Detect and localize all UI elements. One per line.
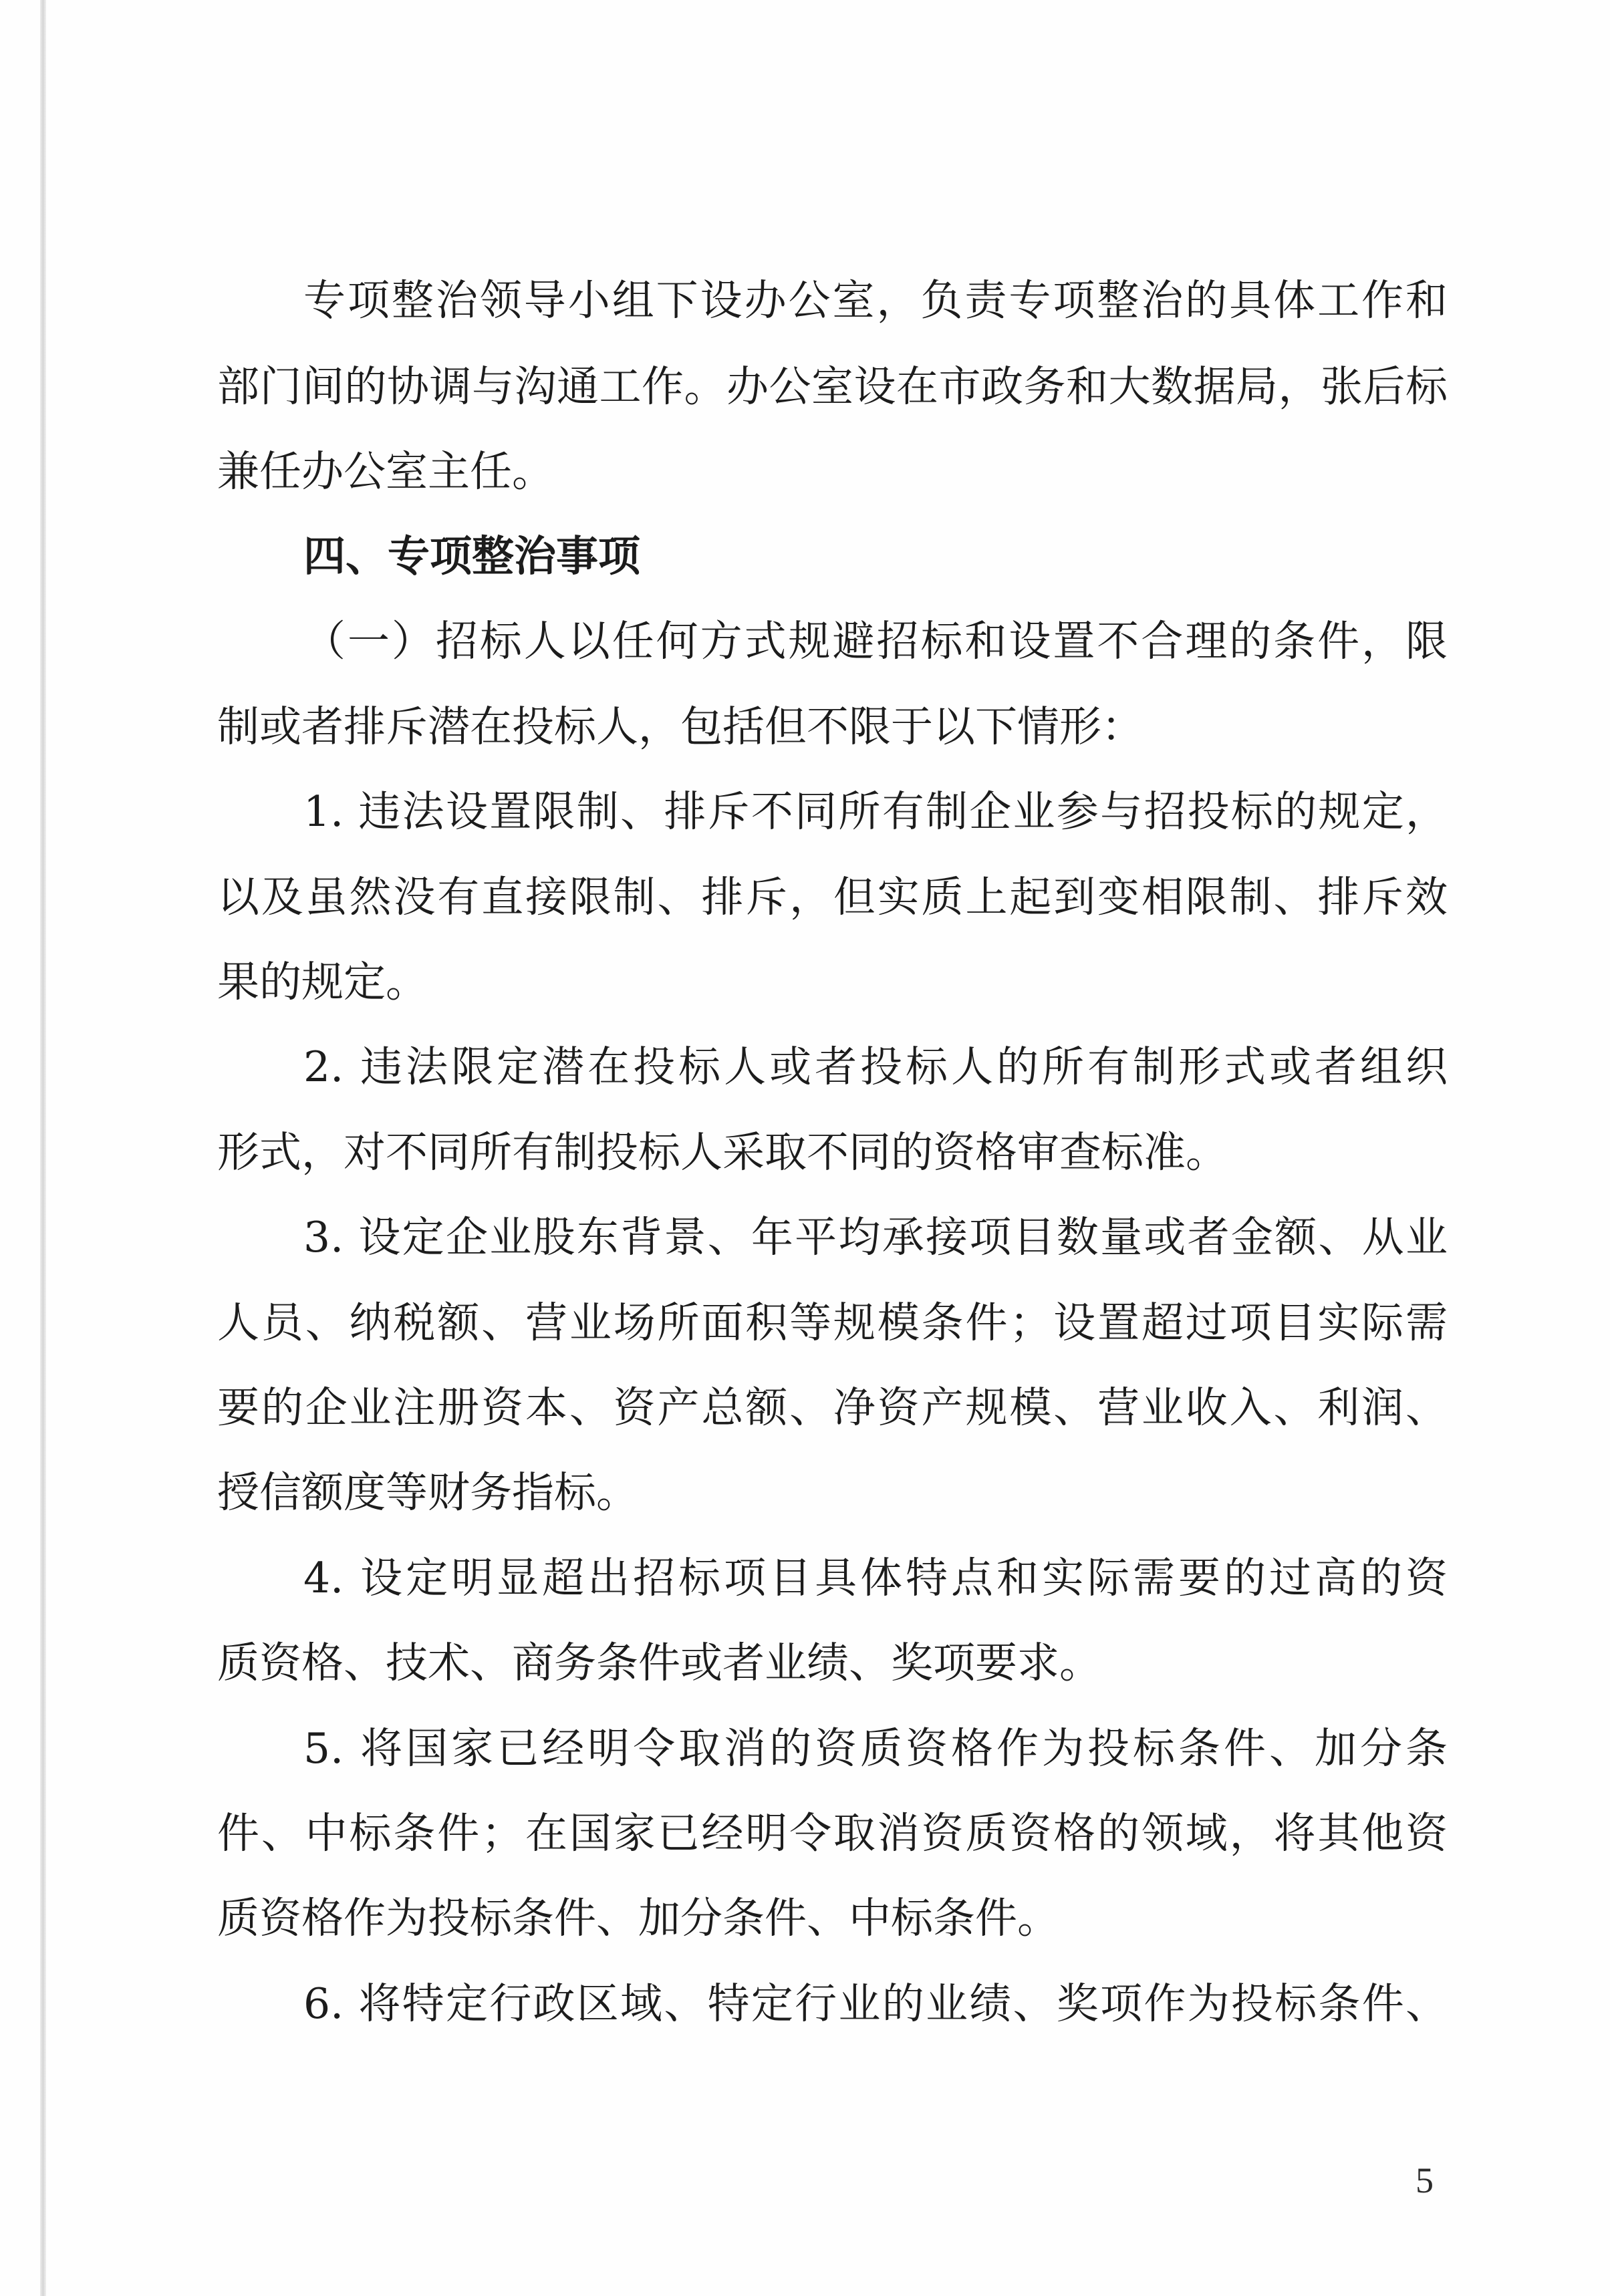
para-1-line-2: 以及虽然没有直接限制、排斥，但实质上起到变相限制、排斥效 (217, 873, 1448, 921)
para-office-line-1: 专项整治领导小组下设办公室，负责专项整治的具体工作和 (303, 276, 1448, 325)
para-3-line-4: 授信额度等财务指标。 (217, 1468, 638, 1517)
para-office-line-2: 部门间的协调与沟通工作。办公室设在市政务和大数据局，张后标 (217, 362, 1448, 411)
para-4-line-2: 质资格、技术、商务条件或者业绩、奖项要求。 (217, 1638, 1101, 1687)
para-3-line-2: 人员、纳税额、营业场所面积等规模条件；设置超过项目实际需 (217, 1298, 1448, 1347)
page-number: 5 (1416, 2160, 1434, 2200)
para-3-line-3: 要的企业注册资本、资产总额、净资产规模、营业收入、利润、 (217, 1383, 1448, 1432)
para-4-line-1: 4. 设定明显超出招标项目具体特点和实际需要的过高的资 (303, 1554, 1448, 1602)
para-6-line-1: 6. 将特定行政区域、特定行业的业绩、奖项作为投标条件、 (303, 1979, 1448, 2028)
para-office-line-3: 兼任办公室主任。 (217, 447, 554, 496)
section-heading: 四、专项整治事项 (303, 532, 640, 581)
para-2-line-1: 2. 违法限定潜在投标人或者投标人的所有制形式或者组织 (303, 1042, 1448, 1091)
para-2-line-2: 形式，对不同所有制投标人采取不同的资格审查标准。 (217, 1128, 1228, 1177)
para-item-1-line-1: （一）招标人以任何方式规避招标和设置不合理的条件，限 (303, 617, 1448, 666)
para-1-line-1: 1. 违法设置限制、排斥不同所有制企业参与招投标的规定， (303, 787, 1448, 836)
para-item-1-line-2: 制或者排斥潜在投标人，包括但不限于以下情形： (217, 702, 1144, 751)
para-5-line-1: 5. 将国家已经明令取消的资质资格作为投标条件、加分条 (303, 1724, 1448, 1773)
para-3-line-1: 3. 设定企业股东背景、年平均承接项目数量或者金额、从业 (303, 1213, 1448, 1262)
scan-binding-edge (40, 0, 46, 2296)
para-1-line-3: 果的规定。 (217, 958, 428, 1006)
para-5-line-2: 件、中标条件；在国家已经明令取消资质资格的领域，将其他资 (217, 1809, 1448, 1858)
para-5-line-3: 质资格作为投标条件、加分条件、中标条件。 (217, 1894, 1059, 1943)
